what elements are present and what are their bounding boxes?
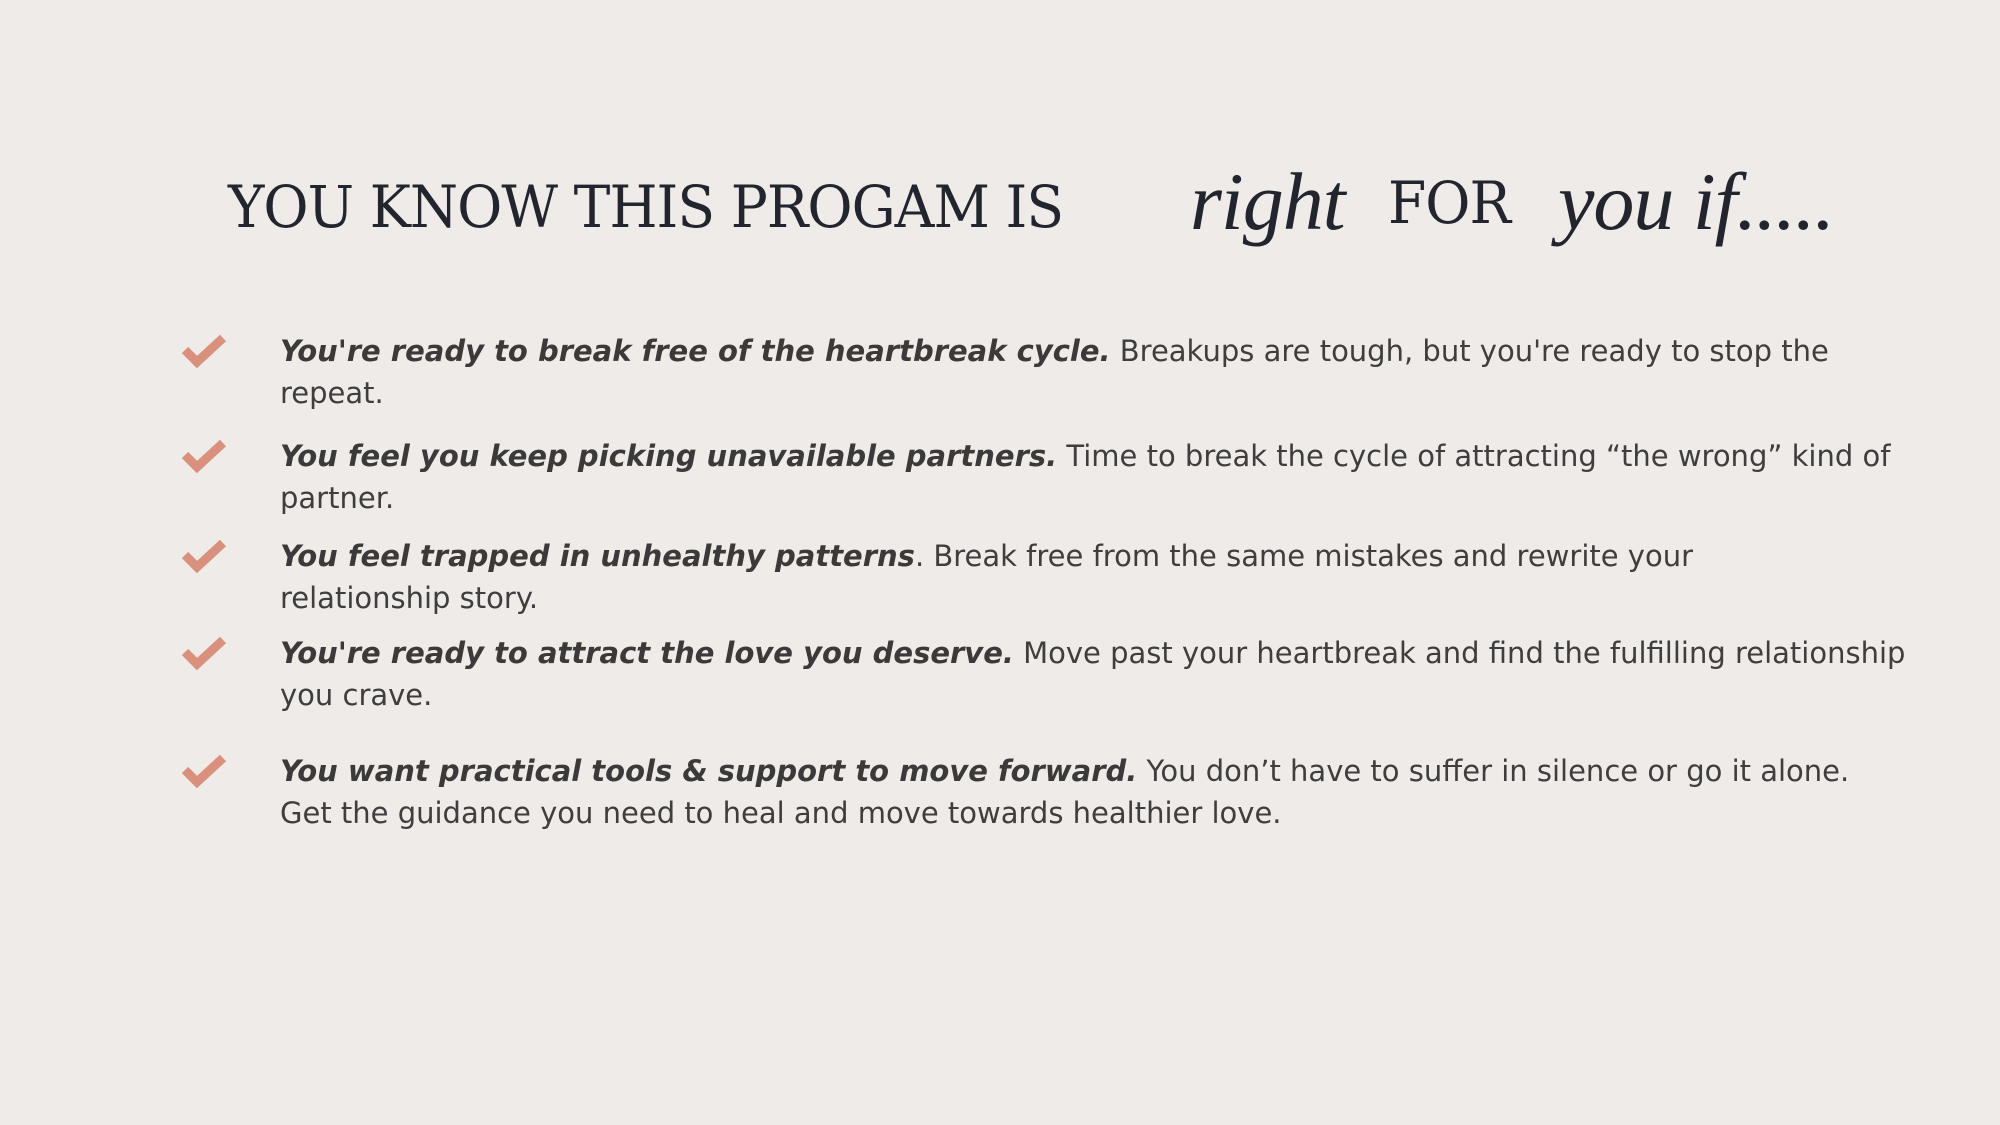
list-item-text bbox=[280, 535, 1840, 619]
check-icon bbox=[180, 634, 230, 674]
check-icon bbox=[180, 752, 230, 792]
list-item-lead: You're ready to attract the love you deserve. bbox=[280, 636, 1014, 670]
headline-script-you-if: you if..... bbox=[1558, 156, 1834, 247]
check-icon bbox=[180, 537, 230, 577]
list-item-text bbox=[280, 632, 1920, 716]
list-item-lead: You feel you keep picking unavailable partners. bbox=[280, 439, 1058, 473]
list-item-body: Move past your heartbreak and find the fulfilling relationship you crave. bbox=[280, 636, 1906, 712]
list-item-body: Breakups are tough, but you're ready to stop the repeat. bbox=[280, 334, 1829, 410]
list-item-text bbox=[280, 750, 1880, 834]
list-item-body: You don’t have to suffer in silence or go it alone. Get the guidance you need to heal and move towards healthier love. bbox=[280, 754, 1850, 830]
headline-part-1: YOU KNOW THIS PROGAM IS bbox=[228, 173, 1064, 241]
list-item-lead: You feel trapped in unhealthy patterns bbox=[280, 539, 915, 573]
list-item-text bbox=[280, 435, 1900, 519]
list-item-body: Time to break the cycle of attracting “the wrong” kind of partner. bbox=[280, 439, 1891, 515]
headline-script-right: right bbox=[1190, 156, 1345, 247]
headline-part-3: FOR bbox=[1388, 169, 1511, 237]
check-icon bbox=[180, 437, 230, 477]
list-item-body: . Break free from the same mistakes and rewrite your relationship story. bbox=[280, 539, 1694, 615]
list-item-lead: You want practical tools & support to move forward. bbox=[280, 754, 1138, 788]
list-item-lead: You're ready to break free of the heartbreak cycle. bbox=[280, 334, 1111, 368]
list-item-text bbox=[280, 330, 1840, 414]
check-icon bbox=[180, 332, 230, 372]
